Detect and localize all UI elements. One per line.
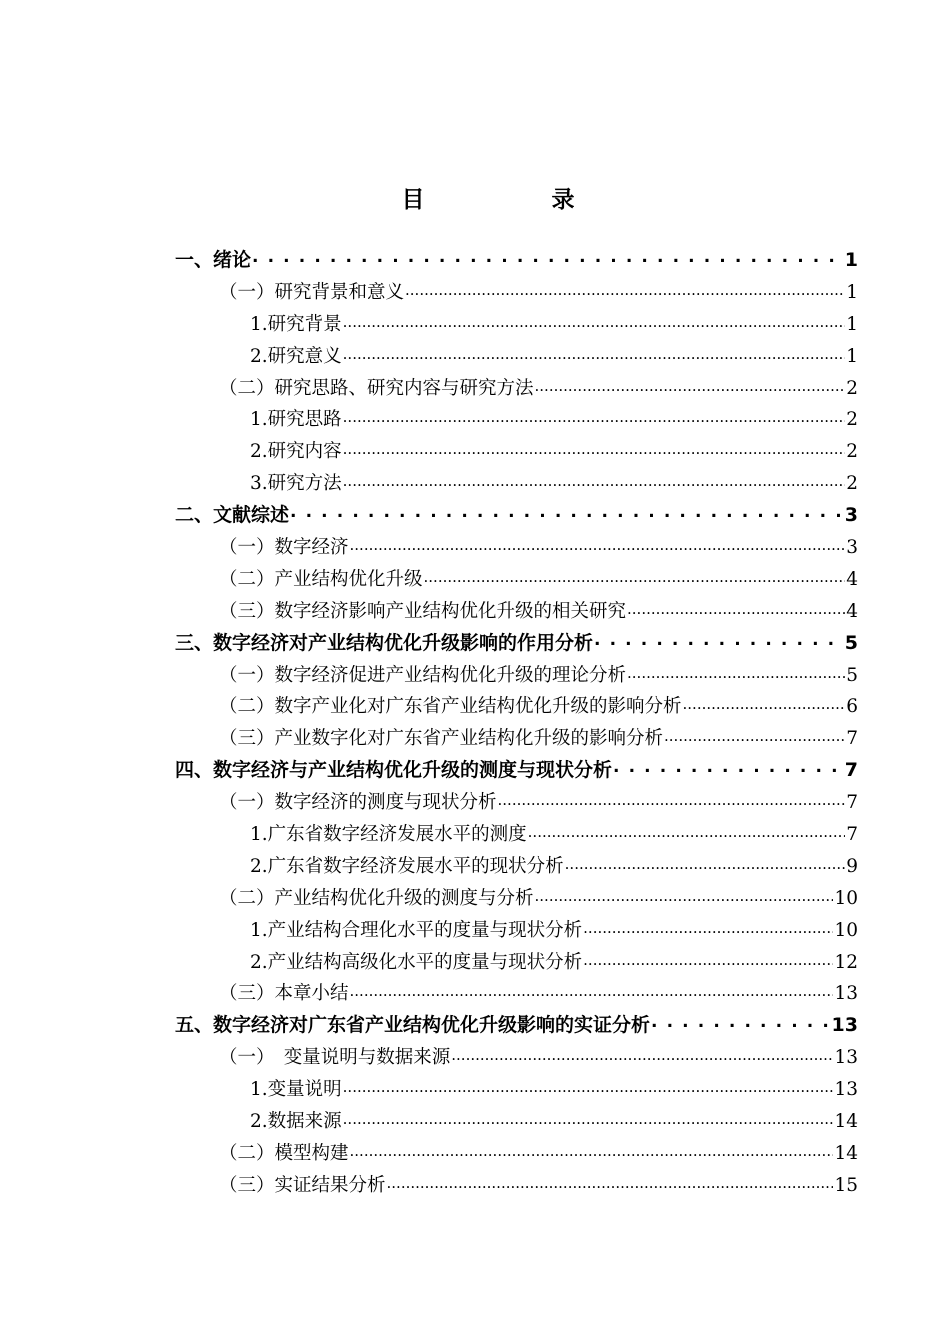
toc-dot-leader: [343, 1109, 834, 1128]
toc-dot-leader: [664, 726, 845, 745]
toc-entry-page-number: 4: [846, 568, 858, 590]
toc-entry-page-number: 10: [834, 887, 858, 909]
toc-dot-leader: [343, 343, 846, 362]
toc-entry-page-number: 7: [846, 824, 858, 846]
toc-entry-page-number: 5: [846, 664, 858, 686]
toc-dot-leader: [565, 853, 846, 872]
toc-entry-level-3[interactable]: [175, 915, 858, 947]
toc-dot-leader: [683, 694, 846, 713]
toc-dot-leader: [583, 917, 833, 936]
toc-entry-text: 四、数字经济与产业结构优化升级的测度与现状分析: [175, 759, 613, 782]
toc-entry-page-number: 2: [846, 409, 858, 431]
toc-entry-page-number: 14: [834, 1142, 858, 1164]
toc-entry-level-3[interactable]: [175, 1106, 858, 1138]
toc-entry-text: 1.研究思路: [250, 409, 342, 431]
toc-entry-text: 2.数据来源: [250, 1111, 342, 1133]
toc-dot-leader: [627, 662, 845, 681]
toc-dot-leader: [252, 247, 844, 266]
toc-entry-level-3[interactable]: [175, 1074, 858, 1106]
toc-entry-text: （二）产业结构优化升级: [219, 568, 423, 590]
toc-entry-text: （二）产业结构优化升级的测度与分析: [219, 887, 534, 909]
toc-dot-leader: [651, 1012, 831, 1031]
toc-dot-leader: [424, 566, 846, 585]
toc-entry-text: （二）研究思路、研究内容与研究方法: [219, 377, 534, 399]
toc-entry-level-2[interactable]: [175, 564, 858, 596]
toc-dot-leader: [535, 375, 846, 394]
toc-entry-level-1[interactable]: [175, 755, 858, 787]
toc-entry-page-number: 1: [846, 281, 858, 303]
toc-entry-level-2[interactable]: [175, 1042, 858, 1074]
toc-entry-text: 1.产业结构合理化水平的度量与现状分析: [250, 919, 583, 941]
toc-dot-leader: [627, 598, 845, 617]
toc-entry-text: 三、数字经济对产业结构优化升级影响的作用分析: [175, 631, 594, 654]
toc-entry-text: 2.研究内容: [250, 441, 342, 463]
toc-entry-page-number: 13: [834, 983, 858, 1005]
toc-entry-level-1[interactable]: [175, 628, 858, 660]
toc-entry-page-number: 14: [834, 1111, 858, 1133]
toc-entry-level-3[interactable]: [175, 436, 858, 468]
toc-entry-level-3[interactable]: [175, 404, 858, 436]
toc-entry-text: 2.产业结构高级化水平的度量与现状分析: [250, 951, 583, 973]
toc-entry-page-number: 10: [834, 919, 858, 941]
toc-entry-page-number: 7: [846, 728, 858, 750]
toc-entry-page-number: 2: [846, 441, 858, 463]
toc-entry-page-number: 7: [846, 792, 858, 814]
toc-entry-page-number: 13: [834, 1079, 858, 1101]
toc-dot-leader: [350, 1140, 834, 1159]
toc-entry-level-2[interactable]: [175, 883, 858, 915]
toc-dot-leader: [350, 535, 846, 554]
toc-entry-page-number: 15: [834, 1174, 858, 1196]
toc-entry-level-3[interactable]: [175, 819, 858, 851]
toc-entry-text: 一、绪论: [175, 249, 252, 271]
toc-dot-leader: [594, 630, 844, 649]
toc-entry-page-number: 9: [846, 855, 858, 877]
toc-entry-page-number: 2: [846, 473, 858, 495]
toc-entry-level-3[interactable]: [175, 851, 858, 883]
toc-entry-level-2[interactable]: [175, 787, 858, 819]
toc-entry-page-number: 3: [844, 504, 858, 527]
toc-entry-text: （三）产业数字化对广东省产业结构化升级的影响分析: [219, 728, 664, 750]
toc-entry-level-2[interactable]: [175, 373, 858, 405]
toc-entry-level-2[interactable]: [175, 596, 858, 628]
toc-entry-level-2[interactable]: [175, 532, 858, 564]
toc-entry-level-2[interactable]: [175, 1138, 858, 1170]
toc-entry-level-2[interactable]: [175, 1170, 858, 1202]
toc-entry-page-number: 12: [834, 951, 858, 973]
toc-entry-text: （三）数字经济影响产业结构优化升级的相关研究: [219, 600, 627, 622]
toc-entry-level-2[interactable]: [175, 978, 858, 1010]
toc-dot-leader: [343, 1077, 834, 1096]
toc-entry-text: （二）模型构建: [219, 1142, 349, 1164]
toc-entry-page-number: 1: [844, 249, 858, 271]
toc-entry-text: （一） 变量说明与数据来源: [219, 1047, 451, 1069]
toc-dot-leader: [451, 1045, 833, 1064]
toc-entry-text: 二、文献综述: [175, 504, 290, 527]
toc-entry-text: 2.广东省数字经济发展水平的现状分析: [250, 855, 564, 877]
toc-dot-leader: [343, 311, 846, 330]
toc-entry-level-1[interactable]: [175, 245, 858, 277]
toc-entry-text: （三）实证结果分析: [219, 1174, 386, 1196]
toc-entry-level-3[interactable]: [175, 341, 858, 373]
toc-entry-text: （一）研究背景和意义: [219, 281, 405, 303]
toc-dot-leader: [528, 822, 846, 841]
toc-entry-level-2[interactable]: [175, 277, 858, 309]
toc-entry-text: （三）本章小结: [219, 983, 349, 1005]
toc-dot-leader: [350, 981, 834, 1000]
toc-entry-text: 3.研究方法: [250, 473, 342, 495]
toc-entry-level-3[interactable]: [175, 947, 858, 979]
toc-entry-level-3[interactable]: [175, 468, 858, 500]
toc-entry-page-number: 3: [846, 537, 858, 559]
toc-dot-leader: [583, 949, 833, 968]
toc-entry-page-number: 1: [846, 345, 858, 367]
toc-dot-leader: [343, 439, 846, 458]
toc-entry-page-number: 13: [831, 1014, 858, 1037]
toc-entry-text: （二）数字产业化对广东省产业结构优化升级的影响分析: [219, 696, 682, 718]
toc-entry-page-number: 13: [834, 1047, 858, 1069]
toc-list: [175, 245, 858, 1202]
toc-dot-leader: [613, 757, 844, 776]
toc-entry-text: 五、数字经济对广东省产业结构优化升级影响的实证分析: [175, 1014, 651, 1037]
toc-entry-text: 1.研究背景: [250, 313, 342, 335]
toc-entry-level-2[interactable]: [175, 660, 858, 692]
toc-entry-level-2[interactable]: [175, 691, 858, 723]
toc-entry-text: （一）数字经济: [219, 537, 349, 559]
toc-entry-page-number: 5: [844, 631, 858, 654]
toc-entry-level-1[interactable]: [175, 1010, 858, 1042]
toc-entry-page-number: 7: [844, 759, 858, 782]
toc-entry-page-number: 6: [846, 696, 858, 718]
toc-dot-leader: [343, 407, 846, 426]
toc-entry-page-number: 1: [846, 313, 858, 335]
toc-dot-leader: [535, 885, 834, 904]
toc-dot-leader: [290, 502, 844, 521]
toc-dot-leader: [343, 471, 846, 490]
toc-title: 目 录: [401, 187, 627, 213]
toc-entry-level-1[interactable]: [175, 500, 858, 532]
toc-entry-text: （一）数字经济的测度与现状分析: [219, 792, 497, 814]
toc-entry-page-number: 2: [846, 377, 858, 399]
toc-entry-level-2[interactable]: [175, 723, 858, 755]
toc-entry-text: 1.广东省数字经济发展水平的测度: [250, 824, 527, 846]
toc-entry-page-number: 4: [846, 600, 858, 622]
toc-dot-leader: [387, 1172, 834, 1191]
toc-dot-leader: [405, 279, 845, 298]
toc-entry-text: 1.变量说明: [250, 1079, 342, 1101]
toc-dot-leader: [498, 790, 846, 809]
toc-entry-text: 2.研究意义: [250, 345, 342, 367]
toc-entry-text: （一）数字经济促进产业结构优化升级的理论分析: [219, 664, 627, 686]
toc-entry-level-3[interactable]: [175, 309, 858, 341]
